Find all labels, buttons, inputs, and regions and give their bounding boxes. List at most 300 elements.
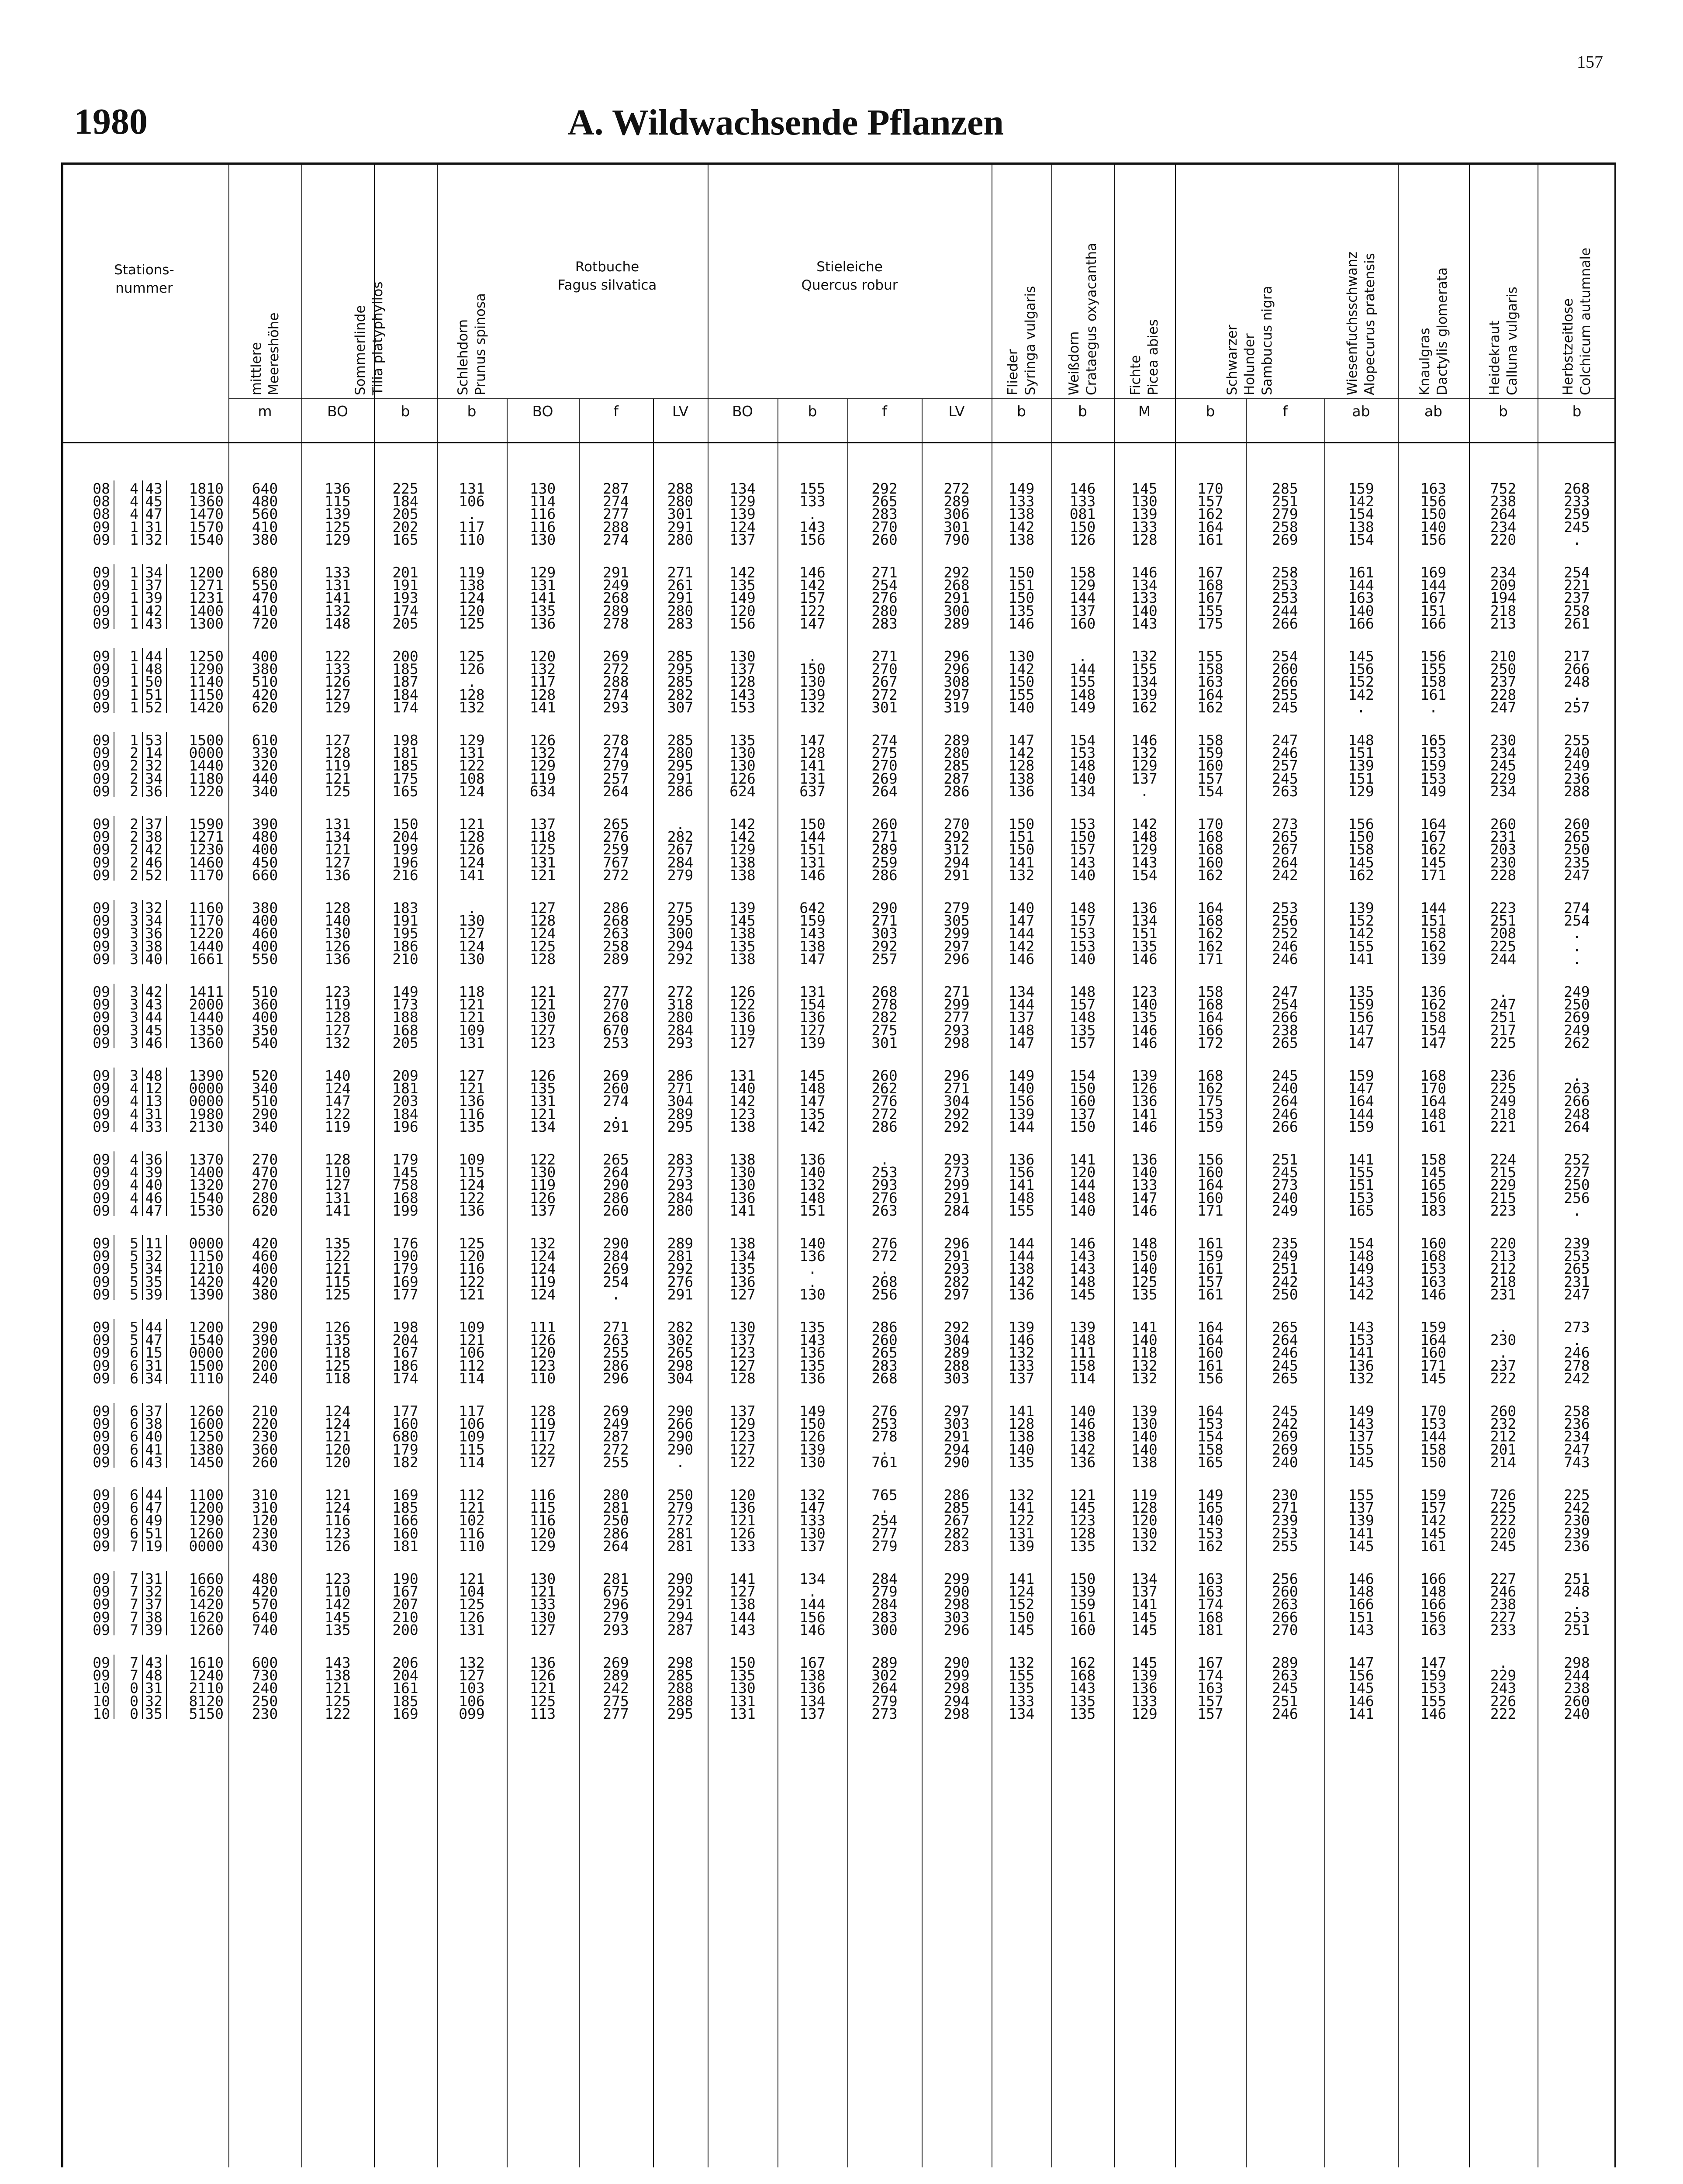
table-cell: 134 [799, 1692, 826, 1710]
table-cell: 148 [1131, 828, 1158, 846]
table-cell: 420 [252, 1273, 278, 1290]
table-cell: 109 [459, 1428, 485, 1445]
table-cell: 150 [799, 1415, 826, 1433]
table-cell: 400 [252, 1260, 278, 1278]
table-cell: 244 [1564, 1667, 1590, 1684]
station-cell: 09 [93, 1319, 110, 1336]
table-cell: 169 [1420, 564, 1447, 581]
station-cell: 5 [130, 1319, 138, 1336]
table-cell: 143 [799, 925, 826, 942]
table-cell: 134 [529, 1118, 556, 1135]
table-cell: 142 [1131, 816, 1158, 833]
station-cell: 2 [130, 770, 138, 787]
table-cell: 123 [325, 983, 351, 1000]
table-cell: 288 [603, 518, 629, 536]
station-separator [142, 1693, 143, 1707]
table-cell: 121 [729, 1512, 756, 1529]
station-cell: 1661 [189, 950, 224, 968]
table-cell: 160 [1197, 1164, 1223, 1181]
station-separator [142, 757, 143, 771]
station-cell: 09 [93, 518, 110, 536]
table-cell: 266 [1272, 1118, 1298, 1135]
table-cell: 253 [871, 1415, 898, 1433]
table-cell: 150 [1008, 564, 1035, 581]
table-cell: 121 [459, 1499, 485, 1517]
table-cell: 273 [1272, 816, 1298, 833]
table-cell: 292 [943, 828, 970, 846]
table-cell: 142 [1008, 937, 1035, 955]
table-cell: 130 [799, 1453, 826, 1471]
table-cell: 139 [729, 505, 756, 523]
table-cell: 270 [871, 757, 898, 774]
table-cell: 164 [1197, 1319, 1223, 1336]
station-separator [166, 925, 167, 939]
table-cell: 286 [603, 1524, 629, 1542]
table-cell: 136 [729, 1273, 756, 1290]
station-cell: 09 [93, 1105, 110, 1123]
table-cell: 130 [1131, 1415, 1158, 1433]
table-cell: 142 [1348, 1286, 1374, 1303]
table-cell: 164 [1420, 1092, 1447, 1110]
table-cell: 138 [729, 950, 756, 968]
table-cell: 158 [1420, 925, 1447, 942]
table-cell: 193 [392, 589, 418, 607]
table-cell: 147 [799, 732, 826, 749]
unit-label: m [258, 403, 272, 420]
table-cell: 146 [799, 866, 826, 884]
station-cell: 48 [145, 1067, 162, 1084]
table-cell: 278 [603, 732, 629, 749]
table-cell: 170 [1197, 816, 1223, 833]
table-cell: 260 [1272, 660, 1298, 678]
station-cell: 1300 [189, 615, 224, 632]
table-cell: 249 [1490, 1092, 1517, 1110]
table-cell: 268 [603, 1009, 629, 1026]
table-cell: 150 [1008, 816, 1035, 833]
table-cell: 151 [799, 1202, 826, 1219]
table-cell: 147 [799, 950, 826, 968]
table-cell: 264 [871, 1679, 898, 1697]
station-cell: 8120 [189, 1692, 224, 1710]
station-cell: 4 [130, 1105, 138, 1123]
table-cell: 162 [1197, 505, 1223, 523]
station-cell: 1210 [189, 1260, 224, 1278]
table-cell: 157 [1420, 1499, 1447, 1517]
unit-label: ab [1424, 403, 1443, 420]
station-separator [142, 841, 143, 855]
station-cell: 38 [145, 1608, 162, 1626]
table-cell: 135 [729, 937, 756, 955]
table-cell: 260 [1490, 1403, 1517, 1420]
table-cell: 143 [729, 1621, 756, 1638]
table-cell: 410 [252, 518, 278, 536]
table-cell: 104 [459, 1583, 485, 1600]
station-cell: 1200 [189, 1319, 224, 1336]
table-cell: 128 [1069, 1524, 1096, 1542]
table-cell: 174 [392, 698, 418, 716]
station-cell: 09 [93, 866, 110, 884]
table-cell: 158 [1348, 841, 1374, 858]
table-cell: 142 [1348, 925, 1374, 942]
table-cell: 257 [1564, 698, 1590, 716]
table-cell: 286 [603, 899, 629, 916]
table-cell: 222 [1490, 1369, 1517, 1387]
table-cell: 132 [1131, 648, 1158, 665]
table-cell: 264 [1272, 1092, 1298, 1110]
table-cell: 139 [1069, 1319, 1096, 1336]
table-cell: 460 [252, 925, 278, 942]
table-cell: 148 [325, 615, 351, 632]
table-cell: 203 [392, 1092, 418, 1110]
station-cell: 1600 [189, 1415, 224, 1433]
table-cell: 121 [459, 816, 485, 833]
station-cell: 09 [93, 1344, 110, 1362]
table-cell: 131 [325, 577, 351, 594]
table-cell: 560 [252, 505, 278, 523]
table-cell: 177 [392, 1403, 418, 1420]
station-separator [166, 1454, 167, 1468]
table-cell: 196 [392, 1118, 418, 1135]
table-cell: 124 [529, 925, 556, 942]
table-cell: 276 [871, 589, 898, 607]
table-cell: 264 [603, 782, 629, 800]
table-cell: 280 [667, 602, 694, 619]
station-cell: 31 [145, 1105, 162, 1123]
table-cell: 303 [871, 925, 898, 942]
station-separator [166, 951, 167, 964]
station-cell: 09 [93, 983, 110, 1000]
table-cell: 268 [603, 912, 629, 930]
table-cell: 279 [871, 1692, 898, 1710]
table-cell: 130 [325, 925, 351, 942]
table-cell: 164 [1197, 1009, 1223, 1026]
table-cell: 270 [252, 1151, 278, 1168]
table-cell: 149 [1008, 1067, 1035, 1084]
table-cell: 162 [1069, 1654, 1096, 1671]
table-cell: 240 [1564, 744, 1590, 762]
table-cell: 277 [943, 1009, 970, 1026]
table-cell: 213 [1490, 615, 1517, 632]
table-cell: 510 [252, 983, 278, 1000]
table-cell: 287 [943, 770, 970, 787]
station-separator [166, 1177, 167, 1190]
station-cell: 1450 [189, 1453, 224, 1471]
table-cell: 135 [799, 1357, 826, 1374]
table-cell: 249 [1564, 983, 1590, 1000]
station-separator [142, 1203, 143, 1216]
station-cell: 37 [145, 816, 162, 833]
table-cell: 271 [603, 1319, 629, 1336]
station-cell: 7 [130, 1667, 138, 1684]
station-cell: 31 [145, 1679, 162, 1697]
table-cell: 153 [1069, 816, 1096, 833]
station-cell: 1180 [189, 770, 224, 787]
station-cell: 7 [130, 1583, 138, 1600]
station-separator [142, 648, 143, 662]
table-cell: 129 [1131, 757, 1158, 774]
table-cell: 270 [252, 1176, 278, 1194]
station-cell: 2 [130, 828, 138, 846]
table-cell: 138 [1069, 1428, 1096, 1445]
table-cell: 134 [1008, 1705, 1035, 1722]
station-cell: 1380 [189, 1441, 224, 1458]
station-cell: 15 [145, 1344, 162, 1362]
table-cell: 150 [1348, 828, 1374, 846]
table-cell: 245 [1272, 770, 1298, 787]
station-separator [166, 480, 167, 494]
table-cell: 127 [459, 1667, 485, 1684]
station-separator [166, 1667, 167, 1681]
table-cell: 271 [667, 564, 694, 581]
station-separator [166, 661, 167, 674]
table-cell: 158 [1420, 1441, 1447, 1458]
table-cell: 151 [1420, 912, 1447, 930]
table-cell: 164 [1420, 816, 1447, 833]
station-cell: 6 [130, 1453, 138, 1471]
table-cell: 140 [1131, 1164, 1158, 1181]
unit-label: b [401, 403, 410, 420]
table-cell: 276 [603, 828, 629, 846]
station-cell: 2 [130, 841, 138, 858]
table-cell: 103 [459, 1679, 485, 1697]
station-cell: 09 [93, 1176, 110, 1194]
table-cell: 156 [1420, 493, 1447, 510]
table-cell: 304 [667, 1369, 694, 1387]
table-cell: 191 [392, 912, 418, 930]
table-cell: 223 [1490, 1202, 1517, 1219]
table-cell: 167 [1197, 1654, 1223, 1671]
table-cell: 081 [1069, 505, 1096, 523]
table-cell: 637 [799, 782, 826, 800]
station-cell: 38 [145, 1415, 162, 1433]
table-cell: 126 [529, 1667, 556, 1684]
table-cell: 147 [1420, 1654, 1447, 1671]
table-cell: 296 [943, 1067, 970, 1084]
table-cell: 141 [1348, 1524, 1374, 1542]
station-cell: 1 [130, 673, 138, 691]
table-cell: 124 [325, 1415, 351, 1433]
table-cell: 156 [799, 531, 826, 548]
table-cell: 183 [1420, 1202, 1447, 1219]
table-cell: 290 [667, 1403, 694, 1420]
table-cell: 130 [729, 1164, 756, 1181]
table-cell: 292 [667, 1583, 694, 1600]
station-separator [142, 687, 143, 700]
table-cell: 130 [1131, 1524, 1158, 1542]
header-rule-bottom [61, 442, 1616, 443]
table-cell: 167 [1420, 589, 1447, 607]
table-cell: 275 [871, 744, 898, 762]
table-cell: 289 [1272, 1654, 1298, 1671]
table-cell: 125 [529, 841, 556, 858]
table-cell: 266 [1564, 1092, 1590, 1110]
table-cell: 160 [1069, 1092, 1096, 1110]
table-cell: 145 [1008, 1621, 1035, 1638]
station-cell: 2130 [189, 1118, 224, 1135]
table-cell: 148 [1069, 1009, 1096, 1026]
station-cell: 1320 [189, 1176, 224, 1194]
table-cell: . [612, 1286, 620, 1303]
station-cell: 6 [130, 1512, 138, 1529]
table-cell: 292 [871, 480, 898, 497]
table-cell: 250 [1490, 660, 1517, 678]
table-cell: 131 [325, 816, 351, 833]
table-cell: 161 [1197, 1286, 1223, 1303]
table-cell: 121 [459, 1286, 485, 1303]
table-cell: 120 [729, 1486, 756, 1503]
station-cell: 3 [130, 1021, 138, 1039]
table-cell: . [1572, 1331, 1581, 1349]
table-cell: 284 [943, 1202, 970, 1219]
table-cell: 126 [325, 673, 351, 691]
table-cell: 291 [667, 589, 694, 607]
table-cell: 159 [1348, 1118, 1374, 1135]
table-cell: 116 [459, 1524, 485, 1542]
group-header-stieleiche: Stieleiche Quercus robur [801, 259, 898, 293]
table-cell: 119 [325, 996, 351, 1013]
table-cell: 127 [729, 1286, 756, 1303]
table-cell: 174 [392, 602, 418, 619]
table-cell: 125 [325, 1692, 351, 1710]
station-separator [166, 1119, 167, 1132]
table-cell: 140 [1069, 1403, 1096, 1420]
table-cell: 142 [1008, 744, 1035, 762]
table-cell: . [1572, 1596, 1581, 1613]
station-cell: 0 [130, 1679, 138, 1697]
table-cell: . [880, 1151, 889, 1168]
table-cell: 132 [1008, 866, 1035, 884]
table-cell: 271 [871, 912, 898, 930]
table-cell: 205 [392, 615, 418, 632]
table-cell: 301 [667, 505, 694, 523]
table-cell: 289 [943, 615, 970, 632]
table-cell: 238 [1490, 493, 1517, 510]
station-cell: 09 [93, 531, 110, 548]
table-cell: 127 [729, 1583, 756, 1600]
station-cell: 09 [93, 816, 110, 833]
station-cell: 1 [130, 564, 138, 581]
table-cell: 135 [1008, 1679, 1035, 1697]
table-cell: 765 [871, 1486, 898, 1503]
table-cell: 400 [252, 1009, 278, 1026]
table-cell: 289 [871, 1654, 898, 1671]
station-cell: 48 [145, 1667, 162, 1684]
table-cell: 283 [871, 615, 898, 632]
table-cell: 281 [667, 1524, 694, 1542]
table-cell: 296 [943, 1621, 970, 1638]
table-cell: 255 [1564, 732, 1590, 749]
station-separator [142, 938, 143, 952]
table-cell: 136 [325, 950, 351, 968]
table-cell: 169 [392, 1486, 418, 1503]
station-separator [142, 1667, 143, 1681]
table-cell: . [676, 816, 685, 833]
table-cell: 134 [1131, 673, 1158, 691]
table-cell: 139 [325, 505, 351, 523]
table-cell: 131 [459, 1621, 485, 1638]
table-cell: 155 [1420, 1692, 1447, 1710]
table-cell: 303 [943, 1369, 970, 1387]
table-cell: 120 [1131, 1512, 1158, 1529]
table-cell: 758 [392, 1176, 418, 1194]
table-cell: 200 [252, 1357, 278, 1374]
table-cell: 266 [1272, 1608, 1298, 1626]
table-cell: 163 [1348, 589, 1374, 607]
table-cell: 133 [325, 660, 351, 678]
table-cell: 111 [529, 1319, 556, 1336]
table-cell: 450 [252, 854, 278, 871]
table-cell: 245 [1490, 1537, 1517, 1555]
table-cell: 159 [1420, 1667, 1447, 1684]
table-cell: 209 [392, 1067, 418, 1084]
table-cell: 510 [252, 1092, 278, 1110]
table-cell: 282 [667, 686, 694, 703]
table-cell: 278 [1564, 1357, 1590, 1374]
table-cell: 141 [799, 757, 826, 774]
table-cell: 360 [252, 1441, 278, 1458]
table-cell: 191 [392, 577, 418, 594]
table-cell: 204 [392, 1331, 418, 1349]
table-cell: 278 [871, 996, 898, 1013]
station-cell: 09 [93, 757, 110, 774]
table-cell: 274 [603, 744, 629, 762]
station-cell: 44 [145, 1486, 162, 1503]
table-cell: 143 [325, 1654, 351, 1671]
table-cell: 256 [871, 1286, 898, 1303]
table-cell: 121 [529, 983, 556, 1000]
table-cell: 281 [667, 1248, 694, 1265]
table-cell: 146 [1131, 950, 1158, 968]
station-separator [166, 783, 167, 797]
table-cell: 295 [667, 1118, 694, 1135]
table-cell: 126 [729, 1524, 756, 1542]
station-cell: 09 [93, 577, 110, 594]
table-cell: 137 [529, 816, 556, 833]
table-cell: 205 [392, 505, 418, 523]
station-cell: 1200 [189, 1499, 224, 1517]
table-cell: 280 [667, 531, 694, 548]
table-cell: 292 [943, 564, 970, 581]
table-cell: 149 [392, 983, 418, 1000]
station-separator [142, 493, 143, 507]
table-cell: 179 [392, 1441, 418, 1458]
table-cell: 254 [871, 577, 898, 594]
station-cell: 09 [93, 589, 110, 607]
station-separator [166, 615, 167, 629]
unit-label: ab [1352, 403, 1370, 420]
table-cell: 135 [1069, 1705, 1096, 1722]
station-cell: 09 [93, 782, 110, 800]
table-cell: 145 [1348, 648, 1374, 665]
table-cell: 251 [1272, 1151, 1298, 1168]
table-cell: 165 [1197, 1453, 1223, 1471]
table-cell: 140 [1008, 698, 1035, 716]
station-cell: 1360 [189, 493, 224, 510]
table-cell: 249 [1272, 1202, 1298, 1219]
station-cell: 6 [130, 1344, 138, 1362]
table-cell: 119 [325, 1118, 351, 1135]
station-cell: 09 [93, 1654, 110, 1671]
table-cell: 675 [603, 1583, 629, 1600]
table-cell: 174 [392, 1369, 418, 1387]
table-cell: 209 [1490, 577, 1517, 594]
table-cell: 640 [252, 1608, 278, 1626]
table-cell: 400 [252, 648, 278, 665]
station-cell: 34 [145, 564, 162, 581]
table-cell: 142 [729, 564, 756, 581]
table-cell: 120 [252, 1512, 278, 1529]
table-cell: 269 [1564, 1009, 1590, 1026]
